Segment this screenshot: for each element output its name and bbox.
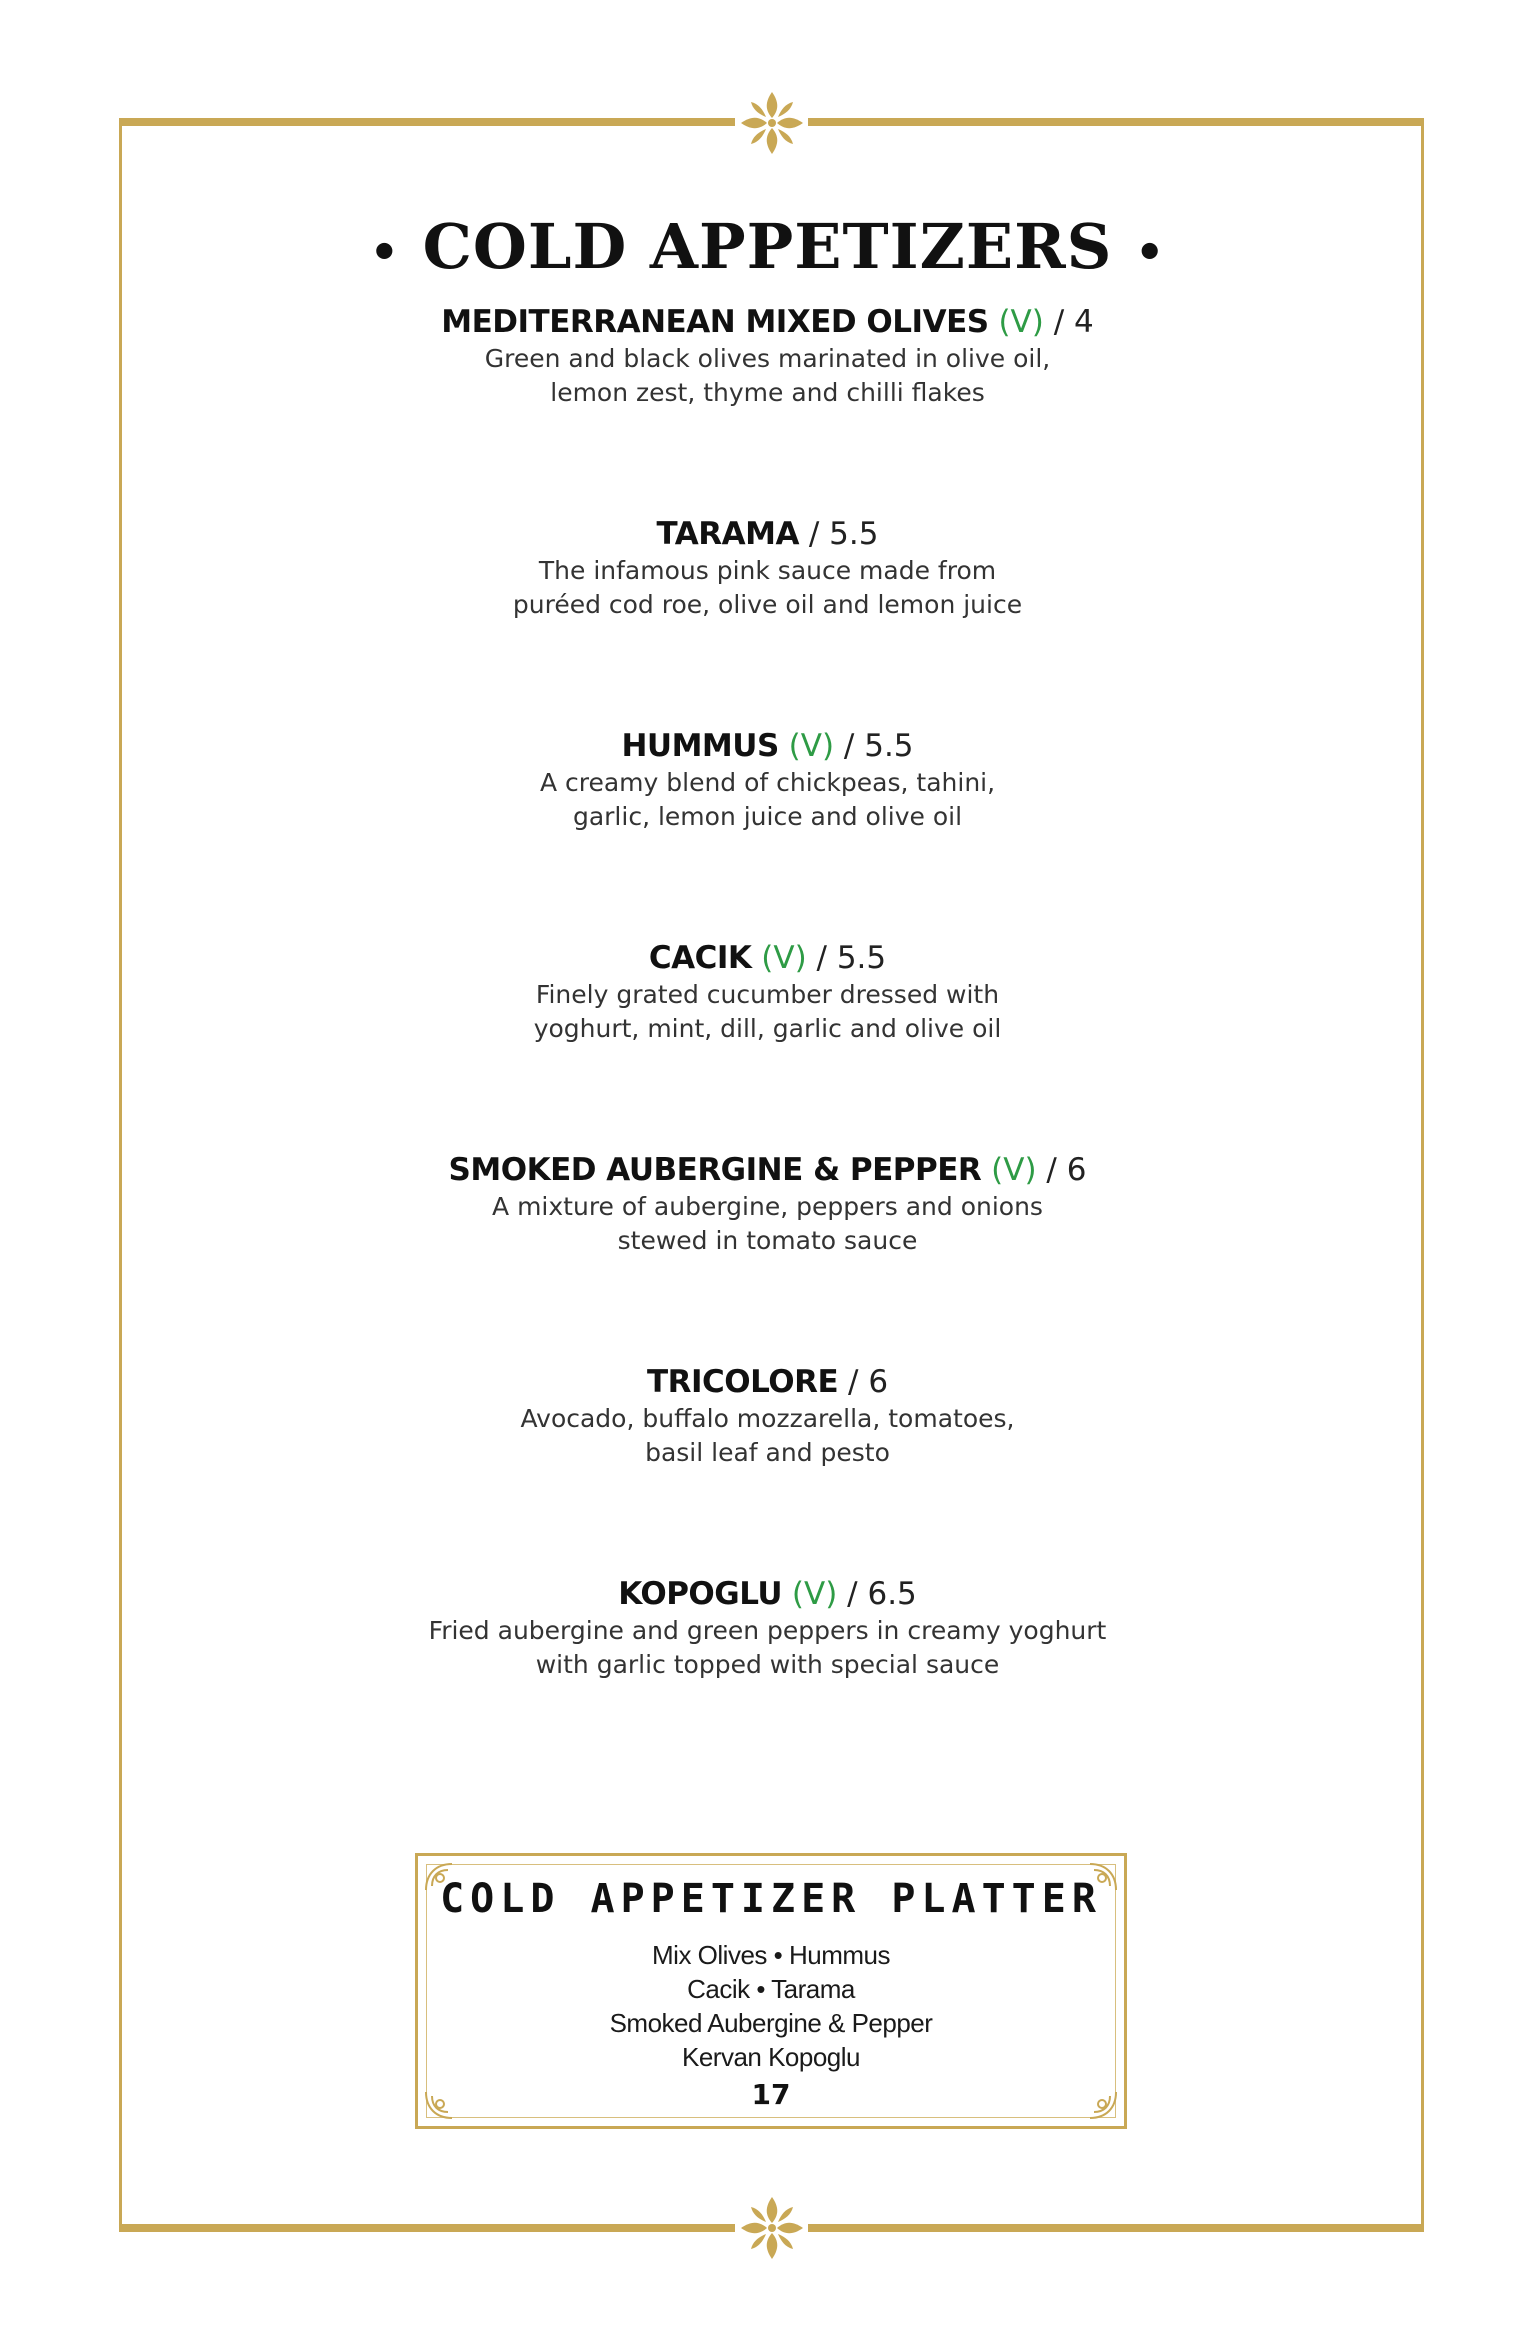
item-description-line: A creamy blend of chickpeas, tahini, [539,768,996,797]
menu-item [0,726,1535,834]
item-header [0,302,1535,342]
item-header [0,726,1535,766]
platter-price: 17 [751,2078,791,2111]
item-name: HUMMUS [621,728,779,764]
item-header [0,1150,1535,1190]
flower-ornament-icon [737,2193,807,2263]
item-description-line: stewed in tomato sauce [617,1226,918,1255]
vegetarian-badge: (V) [791,1576,838,1612]
item-description-line: The infamous pink sauce made from [538,556,997,585]
item-name: TARAMA [656,516,799,552]
item-description-line: Fried aubergine and green peppers in creamy yoghurt [428,1616,1107,1645]
platter-title: COLD APPETIZER PLATTER [440,1876,1102,1922]
bottom-border-left [119,2224,735,2232]
item-price: / 5.5 [808,516,879,552]
bottom-border-right [808,2224,1424,2232]
vegetarian-badge: (V) [998,304,1044,340]
item-price: / 6 [848,1364,889,1400]
platter-line: Smoked Aubergine & Pepper [609,2008,933,2038]
menu-item [0,514,1535,622]
item-description-line: A mixture of aubergine, peppers and onions [492,1192,1043,1221]
item-price: / 4 [1053,304,1094,340]
page-title [0,210,1535,283]
platter-contents [418,1938,1124,2074]
item-header [0,514,1535,554]
item-header [0,1362,1535,1402]
title-bullet-left: • [369,225,400,279]
item-price: / 6.5 [847,1576,917,1612]
vegetarian-badge: (V) [788,728,835,764]
item-description-line: Green and black olives marinated in olive oil, [484,344,1051,373]
item-header [0,1574,1535,1614]
title-bullet-right: • [1135,225,1166,279]
item-description-line: Avocado, buffalo mozzarella, tomatoes, [520,1404,1015,1433]
item-name: KOPOGLU [618,1576,783,1612]
item-header [0,938,1535,978]
item-description-line: yoghurt, mint, dill, garlic and olive oil [533,1014,1002,1043]
item-description-line: garlic, lemon juice and olive oil [572,802,963,831]
flower-ornament-icon [737,88,807,158]
item-price: / 6 [1046,1152,1087,1188]
item-name: MEDITERRANEAN MIXED OLIVES [441,304,989,340]
item-description-line: puréed cod roe, olive oil and lemon juice [512,590,1023,619]
menu-item [0,1574,1535,1682]
item-name: SMOKED AUBERGINE & PEPPER [448,1152,982,1188]
title-text: COLD APPETIZERS [422,210,1113,283]
item-name: TRICOLORE [646,1364,839,1400]
top-border-right [808,118,1424,126]
vegetarian-badge: (V) [991,1152,1037,1188]
item-description-line: with garlic topped with special sauce [535,1650,1000,1679]
menu-item [0,938,1535,1046]
platter-box [415,1853,1127,2129]
item-description-line: basil leaf and pesto [645,1438,890,1467]
platter-line: Cacik • Tarama [687,1974,855,2004]
vegetarian-badge: (V) [761,940,807,976]
item-description-line: Finely grated cucumber dressed with [535,980,1000,1009]
menu-item [0,1362,1535,1470]
item-name: CACIK [648,940,752,976]
platter-line: Kervan Kopoglu [681,2042,861,2072]
menu-item [0,302,1535,410]
menu-item [0,1150,1535,1258]
item-description-line: lemon zest, thyme and chilli flakes [550,378,985,407]
item-price: / 5.5 [816,940,887,976]
item-price: / 5.5 [843,728,914,764]
top-border-left [119,118,735,126]
platter-line: Mix Olives • Hummus [652,1940,890,1970]
